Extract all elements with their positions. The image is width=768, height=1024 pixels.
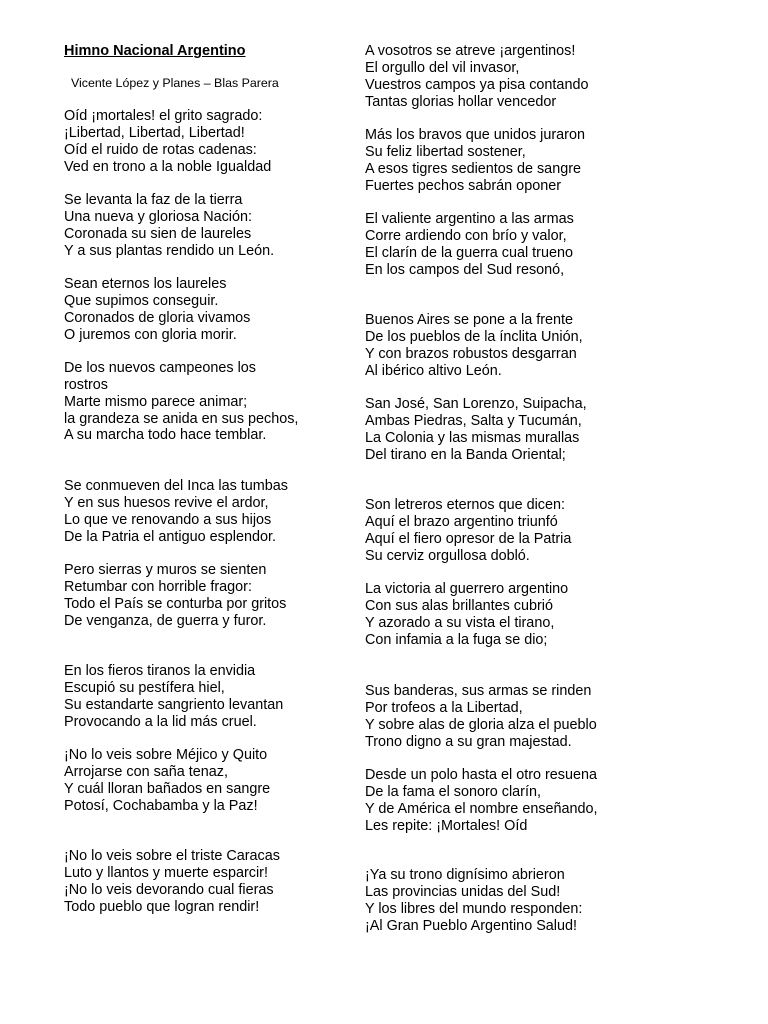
- verse-line: Escupió su pestífera hiel,: [64, 679, 225, 696]
- verse-line: Y los libres del mundo responden:: [365, 900, 583, 917]
- verse-line: Pero sierras y muros se sienten: [64, 562, 267, 578]
- verse-line: Coronada su sien de laureles: [64, 225, 252, 242]
- verse-line: Ved en trono a la noble Igualdad: [64, 158, 272, 175]
- verse-line: Su cerviz orgullosa dobló.: [365, 547, 530, 564]
- verse-line: Trono digno a su gran majestad.: [365, 733, 572, 750]
- left-stanza-8: [64, 747, 270, 814]
- verse-line: De los nuevos campeones los: [64, 360, 256, 376]
- verse-line: la grandeza se anida en sus pechos,: [64, 410, 299, 427]
- verse-line: Vuestros campos ya pisa contando: [365, 76, 589, 93]
- right-stanza-2: [365, 127, 585, 194]
- verse-line: Buenos Aires se pone a la frente: [365, 312, 574, 328]
- verse-line: Se conmueven del Inca las tumbas: [64, 478, 288, 494]
- verse-line: De la Patria el antiguo esplendor.: [64, 528, 277, 545]
- left-stanza-2: [64, 192, 274, 259]
- verse-line: San José, San Lorenzo, Suipacha,: [365, 396, 587, 412]
- verse-line: Su estandarte sangriento levantan: [64, 696, 284, 713]
- left-stanza-7: [64, 663, 283, 730]
- left-stanza-5: [64, 478, 288, 545]
- verse-line: ¡Al Gran Pueblo Argentino Salud!: [365, 917, 577, 934]
- verse-line: Coronados de gloria vivamos: [64, 309, 251, 326]
- verse-line: Corre ardiendo con brío y valor,: [365, 227, 567, 244]
- verse-line: ¡Libertad, Libertad, Libertad!: [64, 124, 245, 141]
- verse-line: Con infamia a la fuga se dio;: [365, 631, 548, 648]
- verse-line: Y en sus huesos revive el ardor,: [64, 494, 269, 511]
- right-stanza-8: [365, 683, 597, 750]
- verse-line: Al ibérico altivo León.: [365, 362, 502, 379]
- verse-line: Oíd el ruido de rotas cadenas:: [64, 141, 257, 158]
- right-stanza-7: [365, 581, 568, 648]
- verse-line: Fuertes pechos sabrán oponer: [365, 177, 561, 194]
- verse-line: De la fama el sonoro clarín,: [365, 783, 541, 800]
- verse-line: Sean eternos los laureles: [64, 276, 227, 292]
- verse-line: Y con brazos robustos desgarran: [365, 345, 577, 362]
- verse-line: ¡Ya su trono dignísimo abrieron: [365, 867, 565, 883]
- verse-line: Que supimos conseguir.: [64, 292, 219, 309]
- verse-line: Son letreros eternos que dicen:: [365, 497, 565, 513]
- verse-line: Lo que ve renovando a sus hijos: [64, 511, 272, 528]
- verse-line: En los fieros tiranos la envidia: [64, 663, 256, 679]
- verse-line: En los campos del Sud resonó,: [365, 261, 565, 278]
- verse-line: Provocando a la lid más cruel.: [64, 713, 257, 730]
- verse-line: Y a sus plantas rendido un León.: [64, 242, 275, 259]
- verse-line: Del tirano en la Banda Oriental;: [365, 446, 566, 463]
- verse-line: El valiente argentino a las armas: [365, 211, 574, 227]
- verse-line: O juremos con gloria morir.: [64, 326, 237, 343]
- verse-line: Las provincias unidas del Sud!: [365, 883, 561, 900]
- verse-line: Y de América el nombre enseñando,: [365, 800, 598, 817]
- right-stanza-9: [365, 767, 598, 834]
- document-title: Himno Nacional Argentino: [64, 43, 246, 59]
- verse-line: Aquí el brazo argentino triunfó: [365, 513, 558, 530]
- verse-line: ¡No lo veis devorando cual fieras: [64, 881, 274, 898]
- verse-line: Desde un polo hasta el otro resuena: [365, 767, 598, 783]
- right-stanza-3: [365, 211, 574, 278]
- verse-line: La Colonia y las mismas murallas: [365, 429, 580, 446]
- verse-line: Con sus alas brillantes cubrió: [365, 597, 553, 614]
- verse-line: rostros: [64, 376, 108, 393]
- verse-line: Potosí, Cochabamba y la Paz!: [64, 797, 258, 814]
- verse-line: Y cuál lloran bañados en sangre: [64, 780, 271, 797]
- left-stanza-1: [64, 108, 271, 175]
- verse-line: Todo pueblo que logran rendir!: [64, 898, 260, 915]
- verse-line: Arrojarse con saña tenaz,: [64, 763, 228, 780]
- right-stanza-10: [365, 867, 582, 934]
- verse-line: Ambas Piedras, Salta y Tucumán,: [365, 412, 582, 429]
- verse-line: Retumbar con horrible fragor:: [64, 578, 252, 595]
- right-stanza-4: [365, 312, 583, 379]
- right-stanza-5: [365, 396, 587, 463]
- verse-line: A esos tigres sedientos de sangre: [365, 160, 581, 177]
- verse-line: Oíd ¡mortales! el grito sagrado:: [64, 108, 263, 124]
- verse-line: Luto y llantos y muerte esparcir!: [64, 864, 268, 881]
- verse-line: Se levanta la faz de la tierra: [64, 192, 243, 208]
- left-stanza-6: [64, 562, 286, 629]
- verse-line: De venganza, de guerra y furor.: [64, 612, 267, 629]
- verse-line: ¡No lo veis sobre Méjico y Quito: [64, 747, 268, 763]
- verse-line: ¡No lo veis sobre el triste Caracas: [64, 848, 280, 864]
- verse-line: Una nueva y gloriosa Nación:: [64, 208, 252, 225]
- verse-line: Sus banderas, sus armas se rinden: [365, 683, 592, 699]
- verse-line: A su marcha todo hace temblar.: [64, 427, 267, 444]
- verse-line: Les repite: ¡Mortales! Oíd: [365, 817, 528, 834]
- document-authors: Vicente López y Planes – Blas Parera: [71, 76, 279, 90]
- verse-line: Y azorado a su vista el tirano,: [365, 614, 555, 631]
- verse-line: Tantas glorias hollar vencedor: [365, 93, 557, 110]
- verse-line: Más los bravos que unidos juraron: [365, 127, 585, 143]
- verse-line: El orgullo del vil invasor,: [365, 59, 520, 76]
- verse-line: Y sobre alas de gloria alza el pueblo: [365, 716, 597, 733]
- verse-line: Su feliz libertad sostener,: [365, 143, 526, 160]
- left-stanza-9: [64, 848, 280, 915]
- verse-line: Todo el País se conturba por gritos: [64, 595, 287, 612]
- left-stanza-3: [64, 276, 250, 343]
- verse-line: Por trofeos a la Libertad,: [365, 699, 523, 716]
- right-stanza-1: [365, 43, 588, 110]
- left-stanza-4: [64, 360, 298, 444]
- right-stanza-6: [365, 497, 571, 564]
- verse-line: A vosotros se atreve ¡argentinos!: [365, 43, 576, 59]
- verse-line: La victoria al guerrero argentino: [365, 581, 569, 597]
- verse-line: Aquí el fiero opresor de la Patria: [365, 530, 572, 547]
- verse-line: Marte mismo parece animar;: [64, 393, 248, 410]
- verse-line: De los pueblos de la ínclita Unión,: [365, 328, 583, 345]
- verse-line: El clarín de la guerra cual trueno: [365, 244, 573, 261]
